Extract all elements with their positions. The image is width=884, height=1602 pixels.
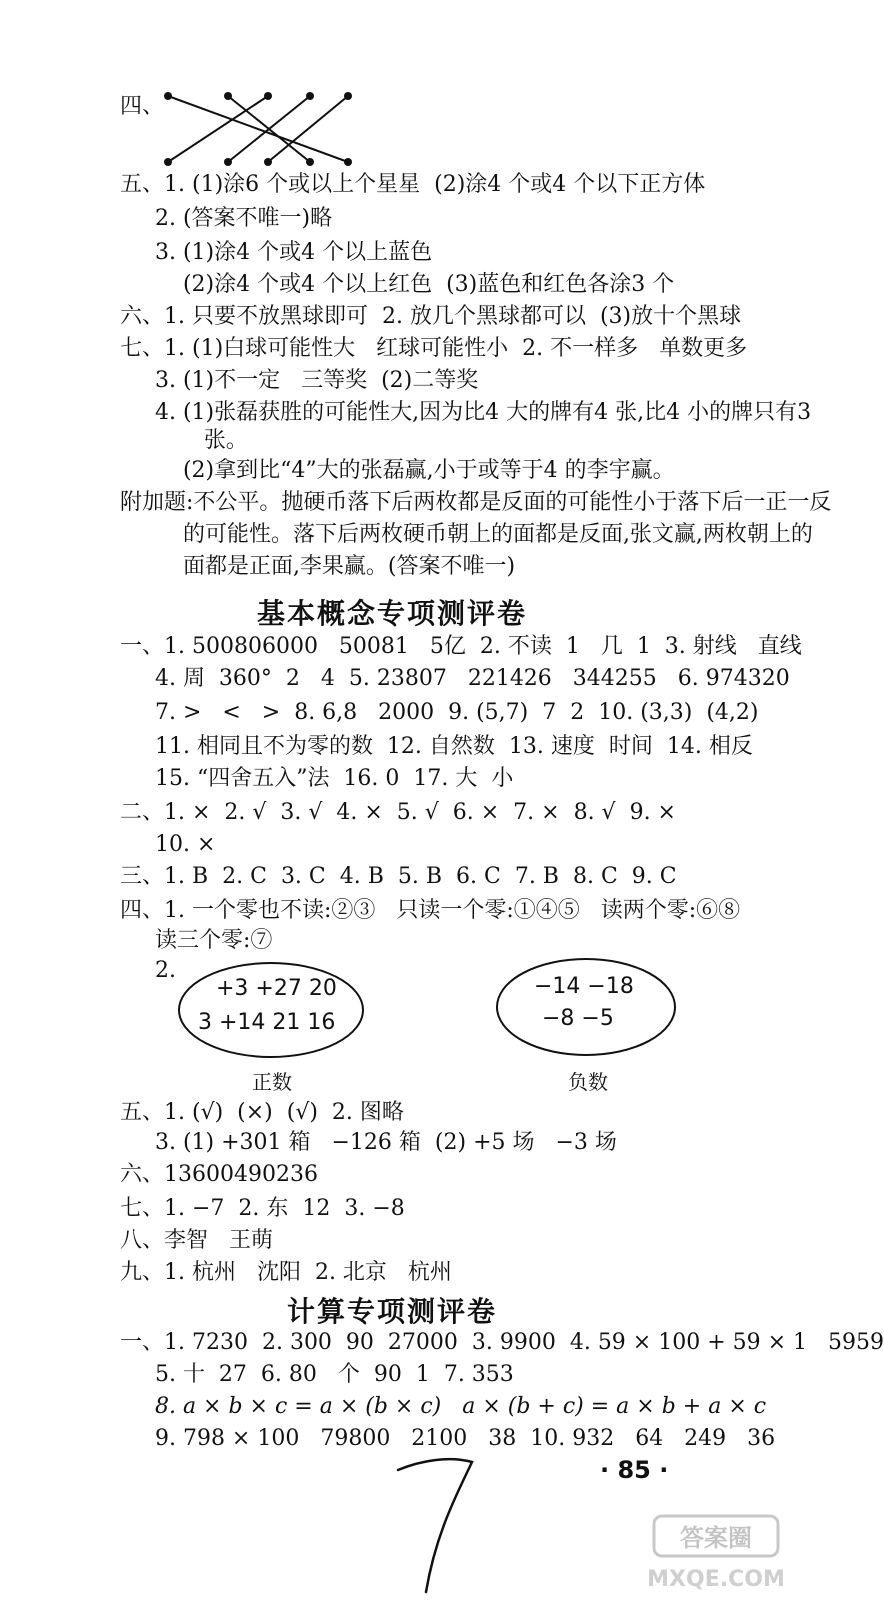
answer-line: 2.	[120, 958, 176, 983]
section-title: 计算专项测评卷	[286, 1295, 497, 1328]
answer-line: 5. 十 27 6. 80 个 90 1 7. 353	[120, 1362, 514, 1387]
answer-line: 七、1. (1)白球可能性大 红球可能性小 2. 不一样多 单数更多	[120, 336, 748, 361]
negative-row: −14 −18	[534, 974, 634, 999]
answer-line: 8. a × b × c = a × (b × c) a × (b + c) = a × b + a × c	[120, 1394, 767, 1419]
answer-line: 一、1. 7230 2. 300 90 27000 3. 9900 4. 59 × 100 + 59 × 1 5959	[120, 1330, 884, 1355]
svg-text:MXQE.COM: MXQE.COM	[647, 1567, 785, 1592]
matching-label: 四、	[120, 94, 165, 119]
answer-line: 4. 周 360° 2 4 5. 23807 221426 344255 6. 974320	[120, 666, 790, 691]
answer-line: 四、1. 一个零也不读:②③ 只读一个零:①④⑤ 读两个零:⑥⑧	[120, 898, 741, 923]
positive-numbers-oval	[176, 960, 366, 1060]
answer-line: 3. (1) +301 箱 −126 箱 (2) +5 场 −3 场	[120, 1130, 617, 1155]
answer-line: (2)拿到比“4”大的张磊赢,小于或等于4 的李宇赢。	[120, 458, 675, 483]
answer-line: 七、1. −7 2. 东 12 3. −8	[120, 1196, 405, 1221]
handwritten-seven-mark	[392, 1452, 482, 1598]
answer-line: 9. 798 × 100 79800 2100 38 10. 932 64 249 36	[120, 1426, 776, 1451]
answer-line: 九、1. 杭州 沈阳 2. 北京 杭州	[120, 1260, 452, 1285]
answer-line: 八、李智 王萌	[120, 1228, 273, 1253]
answer-line: 三、1. B 2. C 3. C 4. B 5. B 6. C 7. B 8. C 9. C	[120, 864, 677, 889]
negative-numbers-oval	[494, 956, 678, 1058]
positive-row: +3 +27 20	[216, 976, 337, 1001]
answer-line: 4. (1)张磊获胜的可能性大,因为比4 大的牌有4 张,比4 小的牌只有3	[120, 400, 812, 425]
answer-line: 张。	[120, 428, 248, 453]
answer-line: 3. (1)涂4 个或4 个以上蓝色	[120, 240, 433, 265]
answer-line: (2)涂4 个或4 个以上红色 (3)蓝色和红色各涂3 个	[120, 272, 675, 297]
positive-label: 正数	[252, 1070, 292, 1094]
answer-line: 的可能性。落下后两枚硬币朝上的面都是反面,张文赢,两枚朝上的	[120, 522, 813, 547]
answer-line: 一、1. 500806000 50081 5亿 2. 不读 1 几 1 3. 射线 直线	[120, 634, 802, 659]
negative-label: 负数	[568, 1070, 608, 1094]
answer-line: 六、1. 只要不放黑球即可 2. 放几个黑球都可以 (3)放十个黑球	[120, 304, 742, 329]
negative-row: −8 −5	[542, 1006, 614, 1031]
matching-lines	[148, 86, 368, 166]
answer-line: 六、13600490236	[120, 1162, 318, 1187]
svg-text:答案圈: 答案圈	[680, 1524, 752, 1552]
answer-line: 面都是正面,李果赢。(答案不唯一)	[120, 554, 516, 579]
answer-line: 3. (1)不一定 三等奖 (2)二等奖	[120, 368, 479, 393]
page-number: · 85 ·	[600, 1456, 669, 1484]
answer-line: 10. ×	[120, 832, 216, 857]
answer-line: 五、1. (1)涂6 个或以上个星星 (2)涂4 个或4 个以下正方体	[120, 172, 706, 197]
answer-line: 读三个零:⑦	[120, 928, 273, 953]
positive-row: 3 +14 21 16	[198, 1010, 336, 1035]
answer-line: 五、1. (√) (×) (√) 2. 图略	[120, 1100, 404, 1125]
answer-line: 二、1. × 2. √ 3. √ 4. × 5. √ 6. × 7. × 8. √ 9. ×	[120, 800, 676, 825]
answer-line: 15. “四舍五入”法 16. 0 17. 大 小	[120, 766, 514, 791]
watermark-logo	[647, 1510, 785, 1598]
answer-line: 附加题:不公平。抛硬币落下后两枚都是反面的可能性小于落下后一正一反	[120, 490, 832, 515]
answer-line: 11. 相同且不为零的数 12. 自然数 13. 速度 时间 14. 相反	[120, 734, 753, 759]
section-title: 基本概念专项测评卷	[256, 597, 527, 630]
answer-line: 2. (答案不唯一)略	[120, 206, 333, 231]
answer-line: 7. > < > 8. 6,8 2000 9. (5,7) 7 2 10. (3,3) (4,2)	[120, 700, 759, 725]
